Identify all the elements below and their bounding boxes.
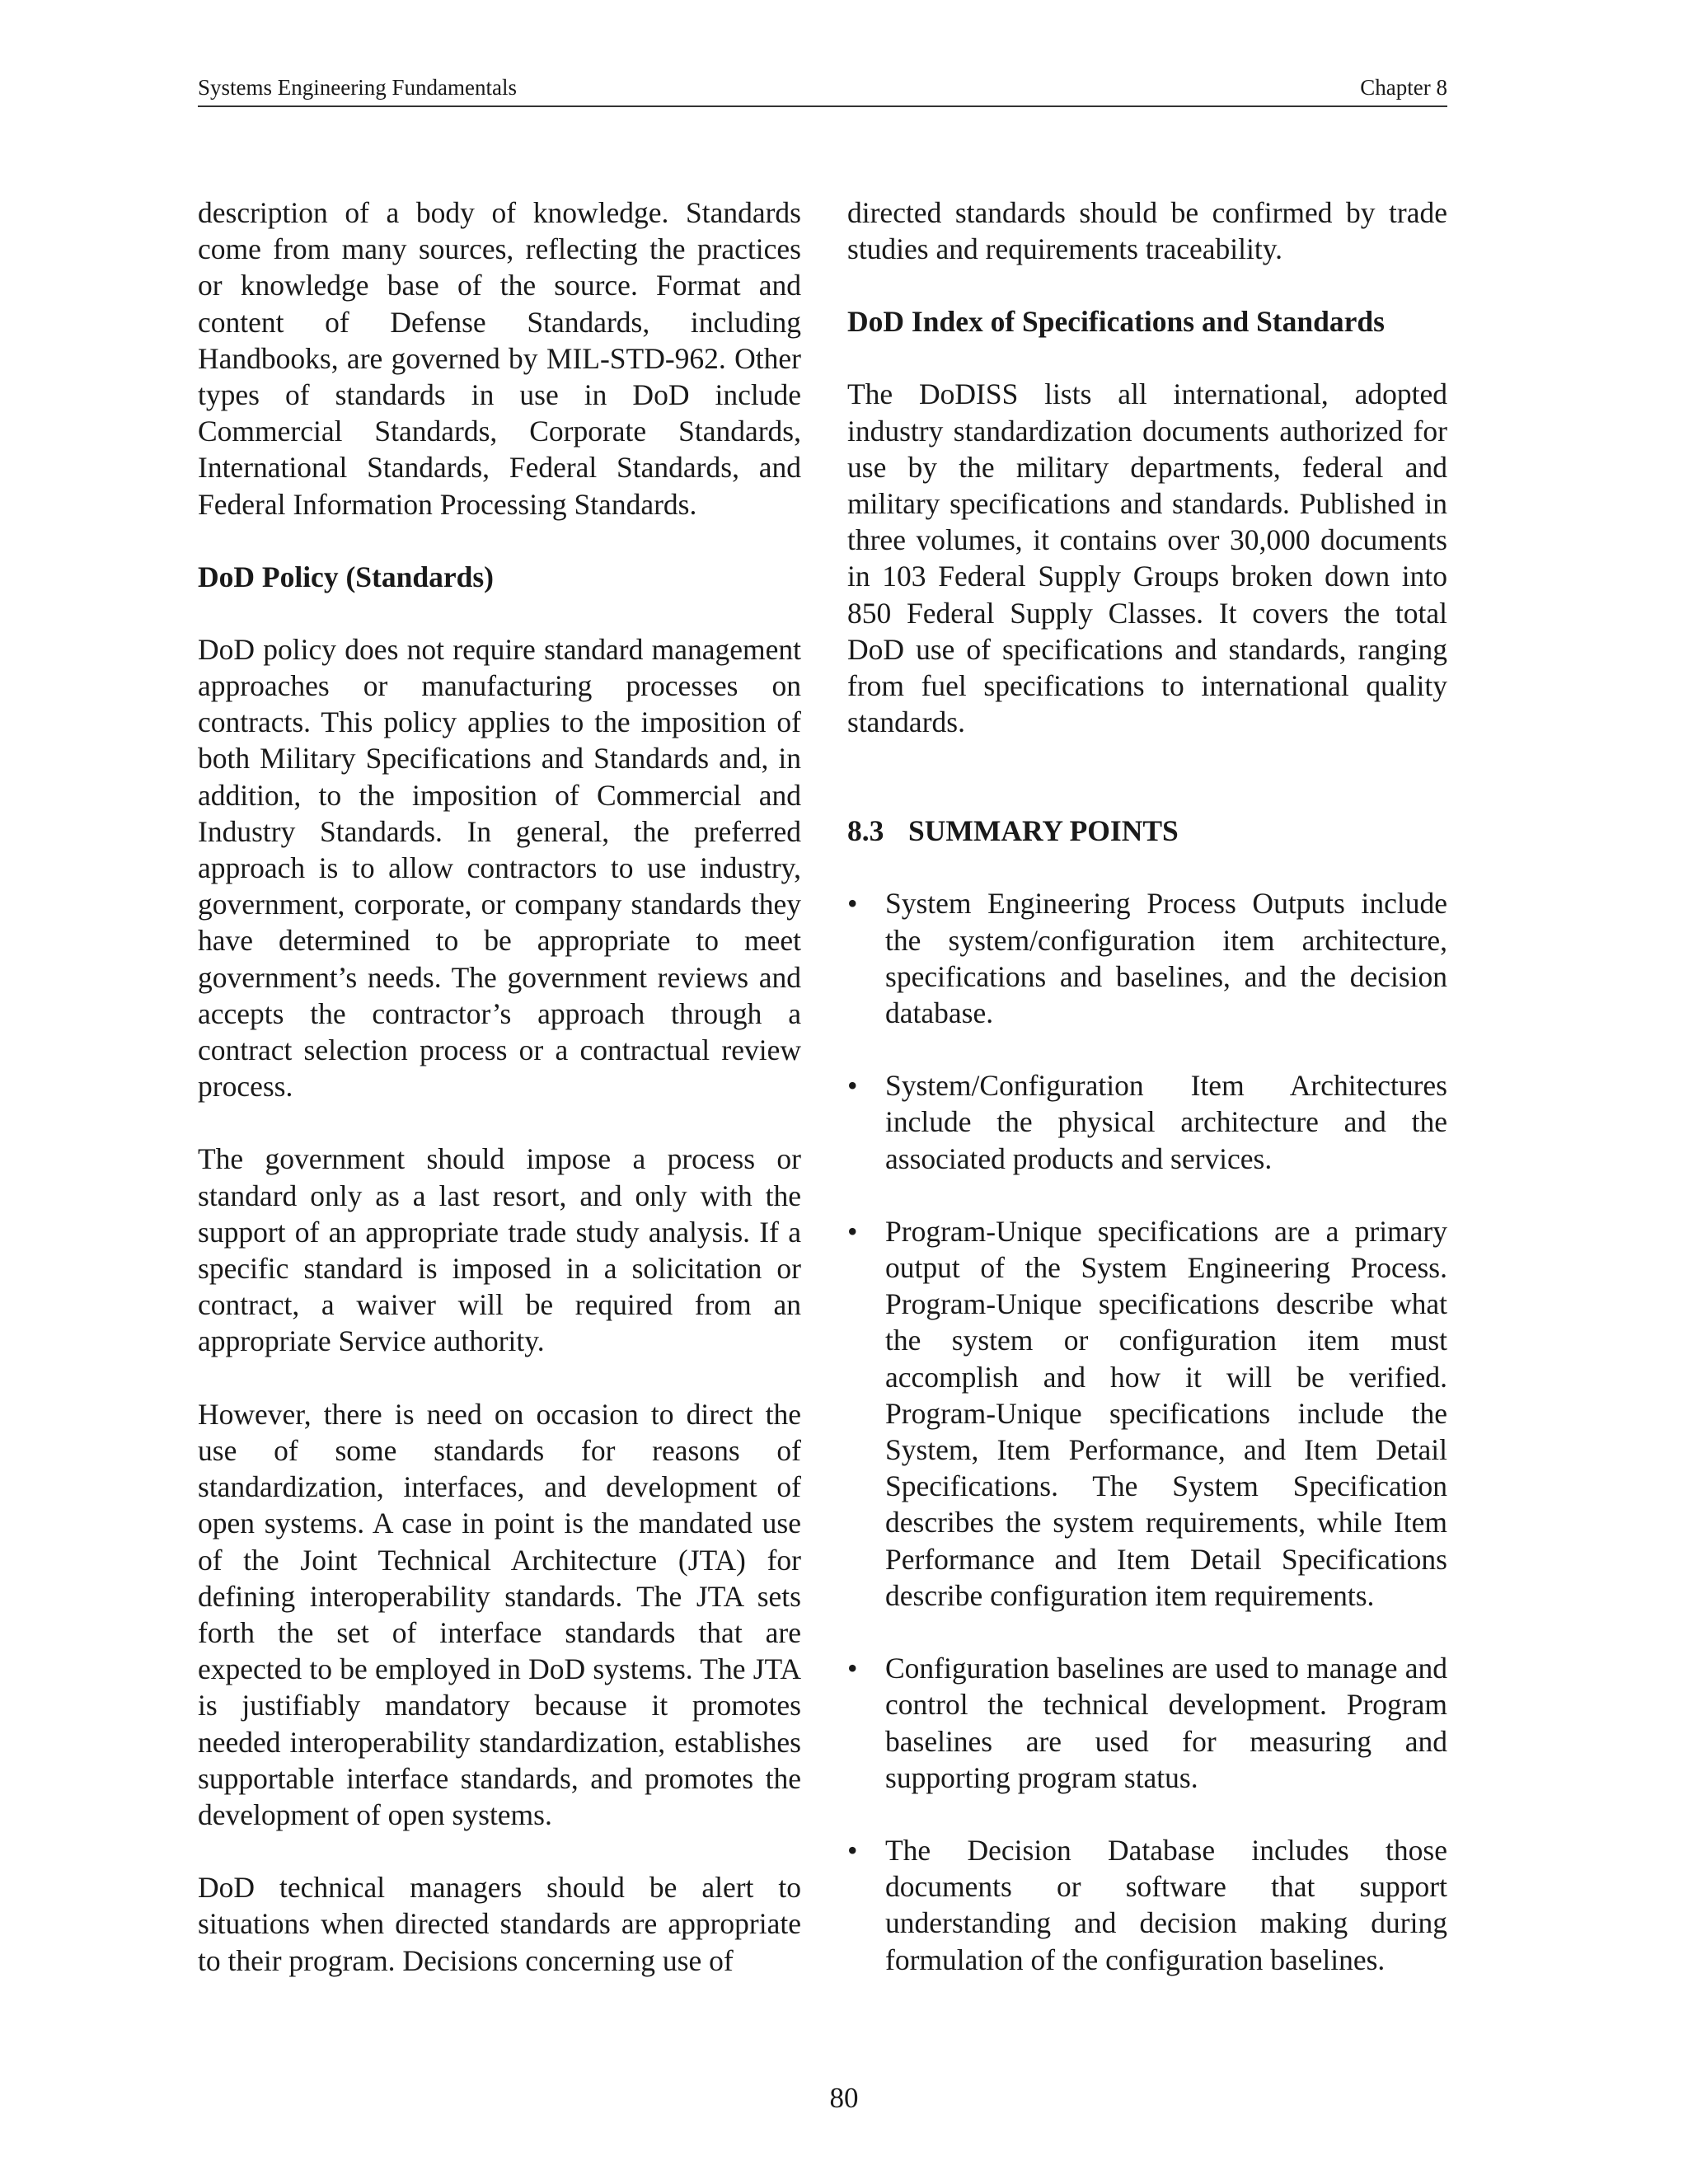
paragraph-last-resort: The government should impose a process or standard only as a last resort, and only with the support of an appropriate trade study analysis. If a specific standard is imposed in a solicitation or contract, a waiver will be required from an appropriate Service authority.: [198, 1142, 801, 1358]
paragraph-standards-sources: description of a body of knowledge. Standards come from many sources, reflecting the practices or knowledge base of the source. Format and content of Defense Standards, including Handbooks, are governed by MIL-STD-962. Other types of standards in use in DoD include Commercial Standards, Corporate Standards, International Standards, Federal Standards, and Federal Information Processing Standards.: [198, 196, 801, 521]
list-item: [847, 885, 1447, 1031]
section-title: SUMMARY POINTS: [908, 814, 1179, 848]
running-header: [198, 69, 1447, 107]
bullet-icon: •: [847, 1833, 858, 1867]
list-item-text: Configuration baselines are used to manage and control the technical development. Program baselines are used for measuring and supporting program status.: [885, 1652, 1447, 1794]
list-item-text: System/Configuration Item Architectures include the physical architecture and the associated products and services.: [885, 1069, 1447, 1175]
page-number: 80: [829, 2082, 859, 2114]
left-column: [198, 194, 801, 2015]
heading-dod-index: DoD Index of Specifications and Standards: [847, 305, 1385, 339]
paragraph-dodiss: The DoDISS lists all international, adopted industry standardization documents authorized for use by the military departments, federal and military specifications and standards. Published in three volumes, it contains over 30,000 documents in 103 Federal Supply Groups broken down into 850 Federal Supply Classes. It covers the total DoD use of specifications and standards, ranging from fuel specifications to international quality standards.: [847, 377, 1447, 739]
right-column: [847, 194, 1447, 2014]
list-item-text: The Decision Database includes those documents or software that support understanding and decision making during formulation of the configuration baselines.: [885, 1833, 1447, 1976]
bullet-icon: •: [847, 1069, 858, 1103]
paragraph-dod-policy: DoD policy does not require standard management approaches or manufacturing processes on contracts. This policy applies to the imposition of both Military Specifications and Standards and, in addition, to the imposition of Commercial and Industry Standards. In general, the preferred approach is to allow contractors to use industry, government, corporate, or company standards they have determined to be appropriate to meet government’s needs. The government reviews and accepts the contractor’s approach through a contract selection process or a contractual review process.: [198, 632, 801, 1104]
bullet-icon: •: [847, 887, 858, 921]
section-heading-summary-points: [847, 813, 1447, 849]
list-item: [847, 1213, 1447, 1614]
heading-dod-policy-standards: DoD Policy (Standards): [198, 560, 494, 593]
list-item: [847, 1067, 1447, 1177]
paragraph-technical-managers: DoD technical managers should be alert to situations when directed standards are appropriate to their program. Decisions concerning use of: [198, 1871, 801, 1977]
bullet-icon: •: [847, 1214, 858, 1248]
list-item: [847, 1832, 1447, 1978]
bullet-icon: •: [847, 1652, 858, 1685]
list-item: [847, 1650, 1447, 1796]
section-number: 8.3: [847, 814, 884, 848]
header-chapter: Chapter 8: [1360, 75, 1447, 100]
paragraph-jta: However, there is need on occasion to direct the use of some standards for reasons of standardization, interfaces, and development of open systems. A case in point is the mandated use of the Joint Technical Architecture (JTA) for defining interoperability standards. The JTA sets forth the set of interface standards that are expected to be employed in DoD systems. The JTA is justifiably mandatory because it promotes needed interoperability standardization, establishes supportable interface standards, and promotes the development of open systems.: [198, 1397, 801, 1831]
list-item-text: System Engineering Process Outputs include the system/configuration item architecture, specifications and baselines, and the decision database.: [885, 887, 1447, 1030]
list-item-text: Program-Unique specifications are a primary output of the System Engineering Process. Program-Unique specifications describe what the system or configuration item must accomplish and how it will be verified. Program-Unique specifications include the System, Item Performance, and Item Detail Specifications. The System Specification describes the system requirements, while Item Performance and Item Detail Specifications describe configuration item requirements.: [885, 1214, 1447, 1612]
summary-points-list: [847, 885, 1447, 1977]
header-book-title: Systems Engineering Fundamentals: [198, 75, 517, 100]
paragraph-trade-studies: directed standards should be confirmed by trade studies and requirements traceability.: [847, 196, 1447, 266]
